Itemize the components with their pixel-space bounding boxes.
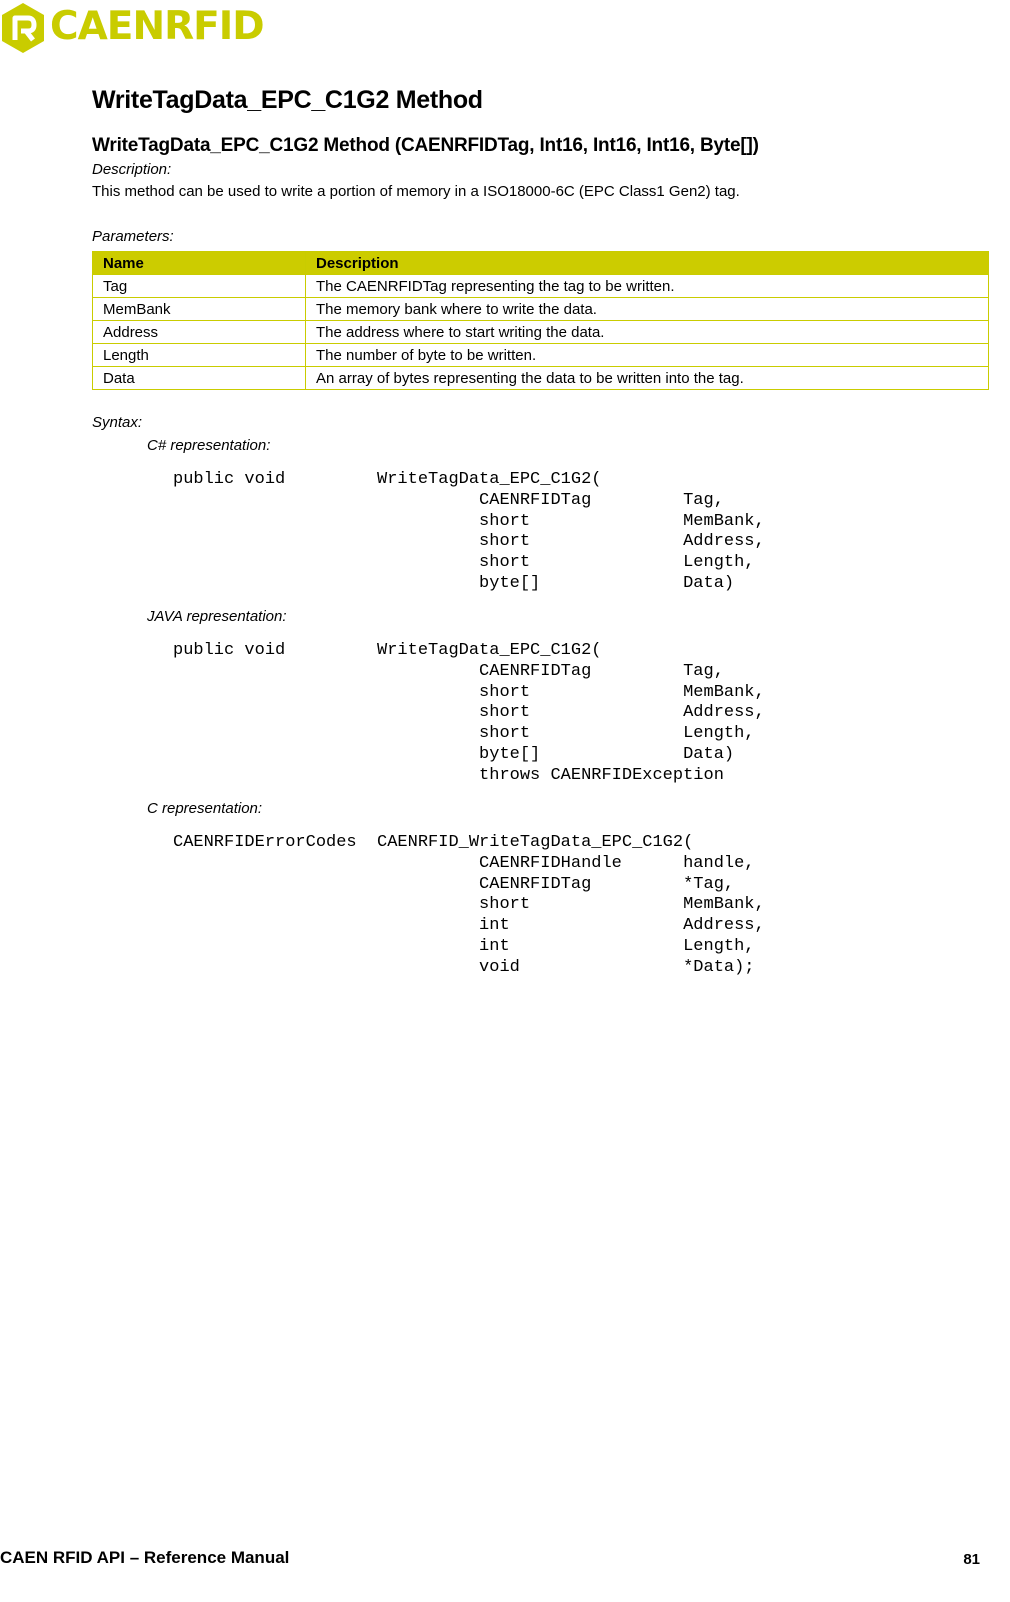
logo-hexagon-icon bbox=[0, 2, 46, 54]
table-row bbox=[93, 344, 989, 367]
param-name: MemBank bbox=[93, 298, 306, 321]
c-label: C representation: bbox=[147, 800, 263, 817]
table-row bbox=[93, 321, 989, 344]
param-name: Data bbox=[93, 367, 306, 390]
csharp-code: public void WriteTagData_EPC_C1G2( CAENRFIDTag Tag, short MemBank, short Address, short Length, byte[] Data) bbox=[173, 470, 765, 593]
parameters-table bbox=[92, 251, 989, 390]
footer-manual-title: CAEN RFID API – Reference Manual bbox=[0, 1548, 290, 1567]
table-row bbox=[93, 298, 989, 321]
c-code: CAENRFIDErrorCodes CAENRFID_WriteTagData_EPC_C1G2( CAENRFIDHandle handle, CAENRFIDTag *Tag, short MemBank, int Address, int Length, void *Data); bbox=[173, 833, 765, 977]
param-name: Length bbox=[93, 344, 306, 367]
table-row bbox=[93, 275, 989, 298]
syntax-label: Syntax: bbox=[92, 414, 143, 431]
table-row bbox=[93, 367, 989, 390]
logo-text: CAENRFID bbox=[50, 4, 264, 49]
param-name: Tag bbox=[93, 275, 306, 298]
parameters-label: Parameters: bbox=[92, 228, 174, 245]
header-description: Description bbox=[306, 252, 989, 275]
param-description: The number of byte to be written. bbox=[306, 344, 989, 367]
param-name: Address bbox=[93, 321, 306, 344]
java-code: public void WriteTagData_EPC_C1G2( CAENRFIDTag Tag, short MemBank, short Address, short Length, byte[] Data) throws CAENRFIDException bbox=[173, 641, 765, 785]
param-description: The CAENRFIDTag representing the tag to be written. bbox=[306, 275, 989, 298]
java-label: JAVA representation: bbox=[147, 608, 287, 625]
page-number: 81 bbox=[963, 1551, 980, 1568]
param-description: The memory bank where to write the data. bbox=[306, 298, 989, 321]
header-name: Name bbox=[93, 252, 306, 275]
method-signature-heading: WriteTagData_EPC_C1G2 Method (CAENRFIDTag, Int16, Int16, Int16, Byte[]) bbox=[92, 135, 759, 156]
page-title: WriteTagData_EPC_C1G2 Method bbox=[92, 86, 483, 114]
caenrfid-logo bbox=[0, 0, 280, 56]
param-description: The address where to start writing the data. bbox=[306, 321, 989, 344]
csharp-label: C# representation: bbox=[147, 437, 271, 454]
description-text: This method can be used to write a portion of memory in a ISO18000-6C (EPC Class1 Gen2) tag. bbox=[92, 183, 740, 200]
description-label: Description: bbox=[92, 161, 172, 178]
param-description: An array of bytes representing the data to be written into the tag. bbox=[306, 367, 989, 390]
table-header-row bbox=[93, 252, 989, 275]
